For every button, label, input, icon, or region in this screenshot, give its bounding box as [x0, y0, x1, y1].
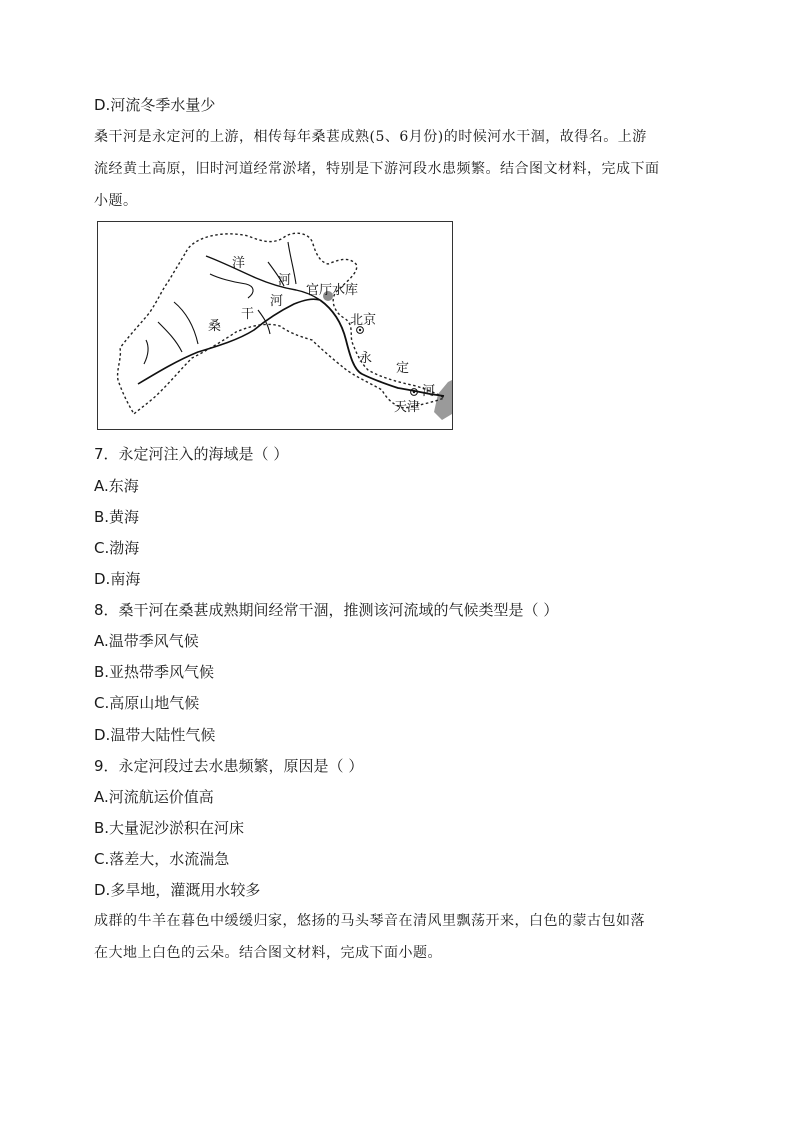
label-he-1: 河 [278, 273, 292, 288]
prev-option-d: D.河流冬季水量少 [94, 96, 216, 114]
yongding-river-map [97, 221, 453, 430]
question-9-stem: 9．永定河段过去水患频繁，原因是（ ） [94, 757, 364, 775]
label-tianjin: 天津 [394, 400, 421, 415]
label-ding: 定 [396, 361, 410, 376]
label-yong: 永 [359, 351, 373, 366]
label-guanting: 官厅水库 [306, 283, 359, 298]
sanggan-river [138, 299, 320, 384]
question-7-stem: 7．永定河注入的海域是（ ） [94, 445, 289, 463]
question-9-option-d[interactable]: D.多旱地，灌溉用水较多 [94, 881, 261, 899]
question-9-option-c[interactable]: C.落差大，水流湍急 [94, 850, 230, 868]
question-8-option-a[interactable]: A.温带季风气候 [94, 632, 199, 650]
yanghe-tributary-1 [210, 274, 253, 298]
material-1-line-3: 小题。 [94, 193, 138, 209]
sanggan-tributary-1 [158, 322, 182, 352]
label-sang: 桑 [208, 319, 222, 334]
question-8-stem: 8．桑干河在桑葚成熟期间经常干涸，推测该河流域的气候类型是（ ） [94, 601, 559, 619]
label-gan: 干 [241, 307, 255, 322]
question-9-option-b[interactable]: B.大量泥沙淤积在河床 [94, 819, 245, 837]
material-2-line-1: 成群的牛羊在暮色中缓缓归家，悠扬的马头琴音在清风里飘荡开来，白色的蒙古包如落 [94, 913, 645, 929]
material-1-line-2: 流经黄土高原，旧时河道经常淤堵，特别是下游河段水患频繁。结合图文材料，完成下面 [94, 161, 660, 177]
label-he-3: 河 [422, 384, 436, 399]
label-beijing: 北京 [350, 313, 377, 328]
sanggan-tributary-4 [144, 340, 148, 364]
question-7-option-c[interactable]: C.渤海 [94, 539, 140, 557]
question-9-option-a[interactable]: A.河流航运价值高 [94, 788, 214, 806]
material-1-line-1: 桑干河是永定河的上游，相传每年桑葚成熟(5、6月份)的时候河水干涸，故得名。上游 [94, 129, 647, 145]
yanghe-river [206, 256, 320, 300]
material-2-line-2: 在大地上白色的云朵。结合图文材料，完成下面小题。 [94, 945, 442, 961]
question-7-option-d[interactable]: D.南海 [94, 570, 141, 588]
question-8-option-d[interactable]: D.温带大陆性气候 [94, 726, 216, 744]
label-yang: 洋 [232, 256, 246, 271]
question-7-option-b[interactable]: B.黄海 [94, 508, 140, 526]
sanggan-tributary-2 [174, 302, 198, 344]
question-7-option-a[interactable]: A.东海 [94, 477, 139, 495]
label-he-2: 河 [270, 294, 284, 309]
map-drawing [98, 222, 452, 429]
question-8-option-b[interactable]: B.亚热带季风气候 [94, 663, 215, 681]
question-8-option-c[interactable]: C.高原山地气候 [94, 694, 200, 712]
